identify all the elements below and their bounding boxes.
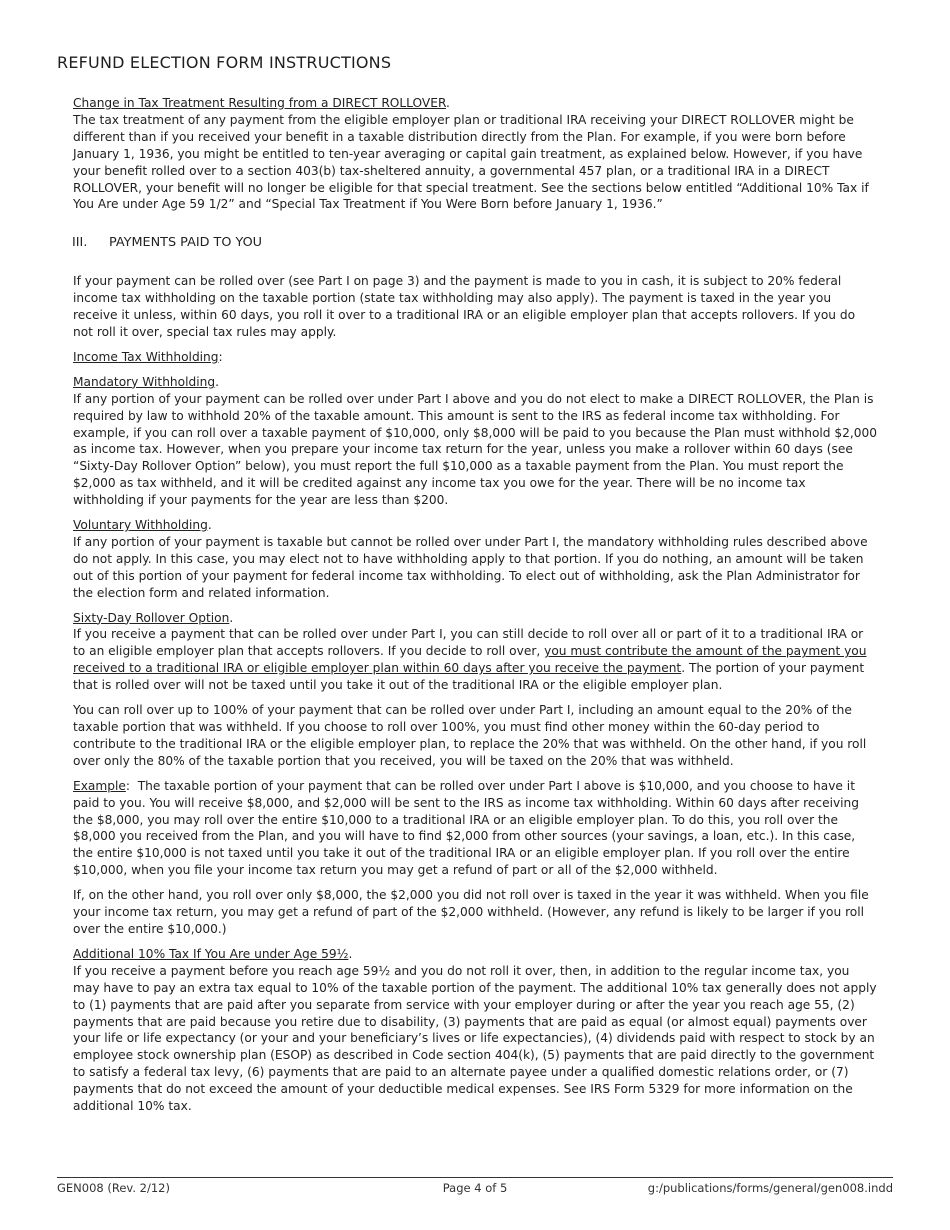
direct-rollover-paragraph: Change in Tax Treatment Resulting from a DIRECT ROLLOVER. The tax treatment of any payment from the eligible employer plan or traditional IRA receiving your DIRECT ROLLOVER might be different than if you received your benefit in a taxable distribution directly from the Plan. For example, if you were born before January 1, 1936, you might be entitled to ten-year averaging or capital gain treatment, as explained below. However, if you have your benefit rolled over to a section 403(b) tax-sheltered annuity, a governmental 457 plan, or a traditional IRA in a DIRECT ROLLOVER, your benefit will no longer be eligible for that special treatment. See the sections below entitled “Additional 10% Tax if You Are under Age 59 1/2” and “Special Tax Treatment if You Were Born before January 1, 1936.” xyxy=(73,96,869,212)
sixty-day-rollover-body-underlined: you must contribute the amount of the payment you received to a traditional IRA or eligible employer plan within 60 days after you receive the payment xyxy=(73,644,867,676)
section-iii-heading xyxy=(72,235,878,252)
page-title: REFUND ELECTION FORM INSTRUCTIONS xyxy=(57,53,392,72)
example-label: Example xyxy=(73,778,126,793)
voluntary-withholding-body: If any portion of your payment is taxable but cannot be rolled over under Part I, the mandatory withholding rules described above do not apply. In this case, you may elect not to have withholding apply to that portion. If you do nothing, an amount will be taken out of this portion of your payment for federal income tax withholding. To elect out of withholding, ask the Plan Administrator for the election form and related information. xyxy=(73,534,868,600)
income-tax-withholding-heading: Income Tax Withholding xyxy=(73,349,219,364)
sixty-day-rollover-paragraph: Sixty-Day Rollover Option. If you receive a payment that can be rolled over under Part I, you can still decide to roll over all or part of it to a traditional IRA or to an eligible employer plan that accepts rollovers. If you decide to roll over, you must contribute the amount of the payment you received to a traditional IRA or eligible employer plan within 60 days after you receive the payment. The portion of your payment that is rolled over will not be taxed until you take it out of the traditional IRA or the eligible employer plan. xyxy=(73,610,867,693)
example-paragraph: Example: The taxable portion of your payment that can be rolled over under Part I above is $10,000, and you choose to have it paid to you. You will receive $8,000, and $2,000 will be sent to the IRS as income tax withholding. Within 60 days after receiving the $8,000, you may roll over the entire $10,000 to a traditional IRA or an eligible employer plan. To do this, you roll over the $8,000 you received from the Plan, and you will have to find $2,000 from other sources (your savings, a loan, etc.). In this case, the entire $10,000 is not taxed until you take it out of the traditional IRA or an eligible employer plan. If you roll over the entire $10,000, when you file your income tax return you may get a refund of part or all of the $2,000 withheld. xyxy=(73,778,863,878)
section-iii-intro: If your payment can be rolled over (see Part I on page 3) and the payment is made to you in cash, it is subject to 20% federal income tax withholding on the taxable portion (state tax withholding may also apply). The payment is taxed in the year you receive it unless, within 60 days, you roll it over to a traditional IRA or an eligible employer plan that accepts rollovers. If you do not roll it over, special tax rules may apply. xyxy=(73,274,856,339)
section-iii-number: III. xyxy=(72,235,88,251)
mandatory-withholding-heading: Mandatory Withholding xyxy=(73,374,216,389)
example-paragraph-2: If, on the other hand, you roll over only $8,000, the $2,000 you did not roll over is taxed in the year it was withheld. When you file your income tax return, you may get a refund of part of the $2,000 withheld. (However, any refund is likely to be larger if you roll over the entire $10,000.) xyxy=(73,888,869,936)
document-body xyxy=(73,95,878,1123)
additional-tax-body: If you receive a payment before you reach age 59½ and you do not roll it over, then, in addition to the regular income tax, you may have to pay an extra tax equal to 10% of the taxable portion of the payment. The additional 10% tax generally does not apply to (1) payments that are paid after you separate from service with your employer during or after the year you reach age 55, (2) payments that are paid because you retire due to disability, (3) payments that are paid as equal (or almost equal) payments over your life or life expectancy (or your and your beneficiary’s lives or life expectancies), (4) dividends paid with respect to stock by an employee stock ownership plan (ESOP) as described in Code section 404(k), (5) payments that are paid directly to the government to satisfy a federal tax levy, (6) payments that are paid to an alternate payee under a qualified domestic relations order, or (7) payments that do not exceed the amount of your deductible medical expenses. See IRS Form 5329 for more information on the additional 10% tax. xyxy=(73,963,877,1114)
direct-rollover-body: The tax treatment of any payment from the eligible employer plan or traditional IRA receiving your DIRECT ROLLOVER might be different than if you received your benefit in a taxable distribution directly from the Plan. For example, if you were born before January 1, 1936, you might be entitled to ten-year averaging or capital gain treatment, as explained below. However, if you have your benefit rolled over to a section 403(b) tax-sheltered annuity, a governmental 457 plan, or a traditional IRA in a DIRECT ROLLOVER, your benefit will no longer be eligible for that special treatment. See the sections below entitled “Additional 10% Tax if You Are under Age 59 1/2” and “Special Tax Treatment if You Were Born before January 1, 1936.” xyxy=(73,112,869,212)
example-body: The taxable portion of your payment that can be rolled over under Part I above is $10,000, and you choose to have it paid to you. You will receive $8,000, and $2,000 will be sent to the IRS as income tax withholding. Within 60 days after receiving the $8,000, you may roll over the entire $10,000 to a traditional IRA or an eligible employer plan. To do this, you roll over the $8,000 you received from the Plan, and you will have to find $2,000 from other sources (your savings, a loan, etc.). In this case, the entire $10,000 is not taxed until you take it out of the traditional IRA or an eligible employer plan. If you roll over the entire $10,000, when you file your income tax return you may get a refund of part or all of the $2,000 withheld. xyxy=(73,778,863,878)
sixty-day-rollover-paragraph-2: You can roll over up to 100% of your payment that can be rolled over under Part I, including an amount equal to the 20% of the taxable portion that was withheld. If you choose to roll over 100%, you must find other money within the 60-day period to contribute to the traditional IRA or the eligible employer plan, to replace the 20% that was withheld. On the other hand, if you roll over only the 80% of the taxable portion that you received, you will be taxed on the 20% that was withheld. xyxy=(73,703,867,768)
mandatory-withholding-paragraph: Mandatory Withholding. If any portion of your payment can be rolled over under Part I above and you do not elect to make a DIRECT ROLLOVER, the Plan is required by law to withhold 20% of the taxable amount. This amount is sent to the IRS as federal income tax withholding. For example, if you can roll over a taxable payment of $10,000, only $8,000 will be paid to you because the Plan must withhold $2,000 as income tax. However, when you prepare your income tax return for the year, unless you make a rollover within 60 days (see “Sixty-Day Rollover Option” below), you must report the full $10,000 as a taxable payment from the Plan. You must report the $2,000 as tax withheld, and it will be credited against any income tax you owe for the year. There will be no income tax withholding if your payments for the year are less than $200. xyxy=(73,374,878,508)
sixty-day-rollover-body-end: . The portion of your payment that is rolled over will not be taxed until you take it out of the traditional IRA or the eligible employer plan. xyxy=(73,661,865,693)
additional-tax-heading: Additional 10% Tax If You Are under Age 59½ xyxy=(73,946,349,961)
direct-rollover-heading: Change in Tax Treatment Resulting from a DIRECT ROLLOVER xyxy=(73,96,446,110)
footer-divider xyxy=(57,1177,893,1178)
footer-form-id: GEN008 (Rev. 2/12) xyxy=(57,1181,170,1195)
footer-page-number: Page 4 of 5 xyxy=(442,1181,508,1195)
mandatory-withholding-body: If any portion of your payment can be rolled over under Part I above and you do not elect to make a DIRECT ROLLOVER, the Plan is required by law to withhold 20% of the taxable amount. This amount is sent to the IRS as federal income tax withholding. For example, if you can roll over a taxable payment of $10,000, only $8,000 will be paid to you because the Plan must withhold $2,000 as income tax. However, when you prepare your income tax return for the year, unless you make a rollover within 60 days (see “Sixty-Day Rollover Option” below), you must report the full $10,000 as a taxable payment from the Plan. You must report the $2,000 as tax withheld, and it will be credited against any income tax you owe for the year. There will be no income tax withholding if your payments for the year are less than $200. xyxy=(73,391,878,508)
income-tax-withholding-paragraph: Income Tax Withholding: xyxy=(73,349,223,364)
sixty-day-rollover-body-start: If you receive a payment that can be rolled over under Part I, you can still decide to roll over all or part of it to a traditional IRA or to an eligible employer plan that accepts rollovers. If you decide to roll over, xyxy=(73,627,864,659)
voluntary-withholding-heading: Voluntary Withholding xyxy=(73,518,208,533)
sixty-day-rollover-heading: Sixty-Day Rollover Option xyxy=(73,610,230,625)
additional-tax-paragraph: Additional 10% Tax If You Are under Age 59½. If you receive a payment before you reach age 59½ and you do not roll it over, then, in addition to the regular income tax, you may have to pay an extra tax equal to 10% of the taxable portion of the payment. The additional 10% tax generally does not apply to (1) payments that are paid after you separate from service with your employer during or after the year you reach age 55, (2) payments that are paid because you retire due to disability, (3) payments that are paid as equal (or almost equal) payments over your life or life expectancy (or your and your beneficiary’s lives or life expectancies), (4) dividends paid with respect to stock by an employee stock ownership plan (ESOP) as described in Code section 404(k), (5) payments that are paid directly to the government to satisfy a federal tax levy, (6) payments that are paid to an alternate payee under a qualified domestic relations order, or (7) payments that do not exceed the amount of your deductible medical expenses. See IRS Form 5329 for more information on the additional 10% tax. xyxy=(73,946,877,1114)
footer-file-path: g:/publications/forms/general/gen008.indd xyxy=(647,1181,893,1195)
section-iii-title: PAYMENTS PAID TO YOU xyxy=(109,235,263,251)
voluntary-withholding-paragraph: Voluntary Withholding. If any portion of your payment is taxable but cannot be rolled over under Part I, the mandatory withholding rules described above do not apply. In this case, you may elect not to have withholding apply to that portion. If you do nothing, an amount will be taken out of this portion of your payment for federal income tax withholding. To elect out of withholding, ask the Plan Administrator for the election form and related information. xyxy=(73,518,868,600)
